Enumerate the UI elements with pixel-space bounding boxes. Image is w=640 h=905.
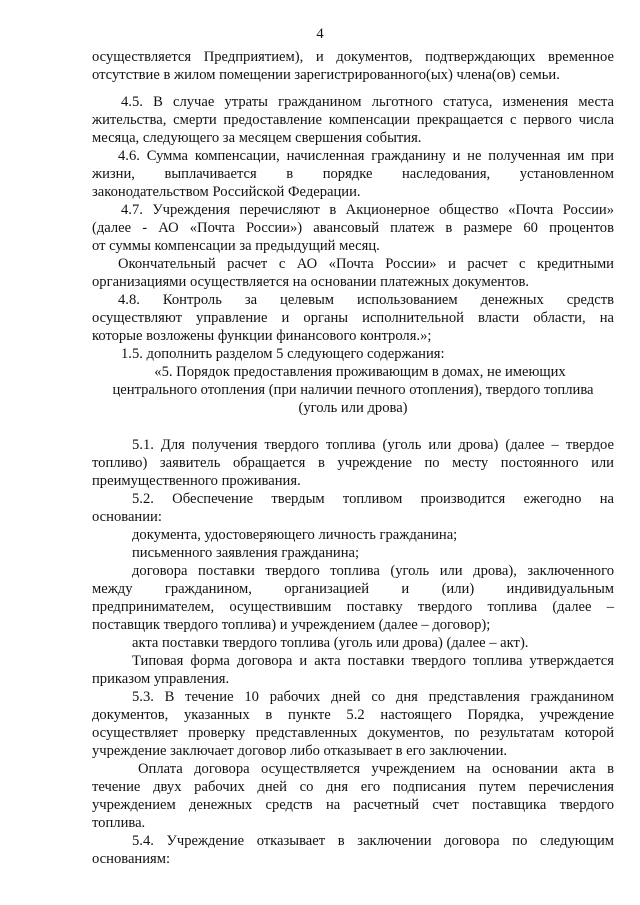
text-line: Оплата договора осуществляется учреждением на основании акта в	[138, 761, 614, 777]
section-title: центрального отопления (при наличии печного отопления), твердого топлива	[112, 382, 594, 398]
text-line: месяца, следующего за месяцем свершения события.	[92, 130, 422, 146]
text-line: осуществляют управление и органы исполнительной власти области, на	[92, 310, 614, 326]
text-line: Типовая форма договора и акта поставки твердого топлива утверждается	[132, 653, 614, 669]
text-line: учреждение заключает договор либо отказывает в его заключении.	[92, 743, 508, 759]
text-line: документа, удостоверяющего личность гражданина;	[132, 527, 458, 543]
text-line: от суммы компенсации за предыдущий месяц.	[92, 238, 380, 254]
section-title: «5. Порядок предоставления проживающим в домах, не имеющих	[154, 364, 566, 380]
text-line: законодательством Российской Федерации.	[92, 184, 361, 200]
text-line: жительства, смерти предоставление компенсации прекращается с первого числа	[92, 112, 614, 128]
text-line: осуществляется Предприятием), и документов, подтверждающих временное	[92, 49, 614, 65]
text-line: осуществляет проверку представленных документов, по результатам которой	[92, 725, 614, 741]
text-line: учреждением денежных средств на расчетный счет поставщика твердого	[92, 797, 614, 813]
text-line: 4.5. В случае утраты гражданином льготного статуса, изменения места	[121, 94, 614, 110]
text-line: Окончательный расчет с АО «Почта России» и расчет с кредитными	[118, 256, 614, 272]
text-line: 4.8. Контроль за целевым использованием денежных средств	[118, 292, 614, 308]
text-line: 1.5. дополнить разделом 5 следующего содержания:	[121, 346, 445, 362]
text-line: документов, указанных в пункте 5.2 настоящего Порядка, учреждение	[92, 707, 614, 723]
section-title: (уголь или дрова)	[298, 400, 408, 416]
text-line: письменного заявления гражданина;	[132, 545, 360, 561]
text-line: основании:	[92, 509, 162, 525]
text-line: (далее - АО «Почта России») авансовый платеж в размере 60 процентов	[92, 220, 614, 236]
text-line: преимущественного проживания.	[92, 473, 301, 489]
page-number: 4	[316, 26, 324, 42]
text-line: акта поставки твердого топлива (уголь или дрова) (далее – акт).	[132, 635, 529, 651]
text-line: 4.7. Учреждения перечисляют в Акционерное общество «Почта России»	[121, 202, 614, 218]
text-line: предпринимателем, осуществившим поставку твердого топлива (далее –	[92, 599, 614, 615]
text-line: договора поставки твердого топлива (уголь или дрова), заключенного	[132, 563, 614, 579]
text-line: топливо) заявитель обращается в учреждение по месту постоянного или	[92, 455, 614, 471]
text-line: организациями осуществляется на основании платежных документов.	[92, 274, 530, 290]
text-line: 5.2. Обеспечение твердым топливом производится ежегодно на	[132, 491, 614, 507]
text-line: которые возложены функции финансового контроля.»;	[92, 328, 432, 344]
text-line: 5.1. Для получения твердого топлива (уголь или дрова) (далее – твердое	[132, 437, 614, 453]
text-line: 4.6. Сумма компенсации, начисленная гражданину и не полученная им при	[118, 148, 614, 164]
text-line: 5.4. Учреждение отказывает в заключении договора по следующим	[132, 833, 614, 849]
text-line: основаниям:	[92, 851, 171, 867]
text-line: течение двух рабочих дней со дня его подписания путем перечисления	[92, 779, 614, 795]
text-line: 5.3. В течение 10 рабочих дней со дня представления гражданином	[132, 689, 614, 705]
text-line: отсутствие в жилом помещении зарегистрированного(ых) члена(ов) семьи.	[92, 67, 560, 83]
text-line: топлива.	[92, 815, 146, 831]
text-line: жизни, выплачивается в порядке наследования, установленном	[92, 166, 614, 182]
text-line: приказом управления.	[92, 671, 230, 687]
text-line: поставщик твердого топлива) и учреждением (далее – договор);	[92, 617, 491, 633]
text-line: между гражданином, организацией и (или) индивидуальным	[92, 581, 614, 597]
